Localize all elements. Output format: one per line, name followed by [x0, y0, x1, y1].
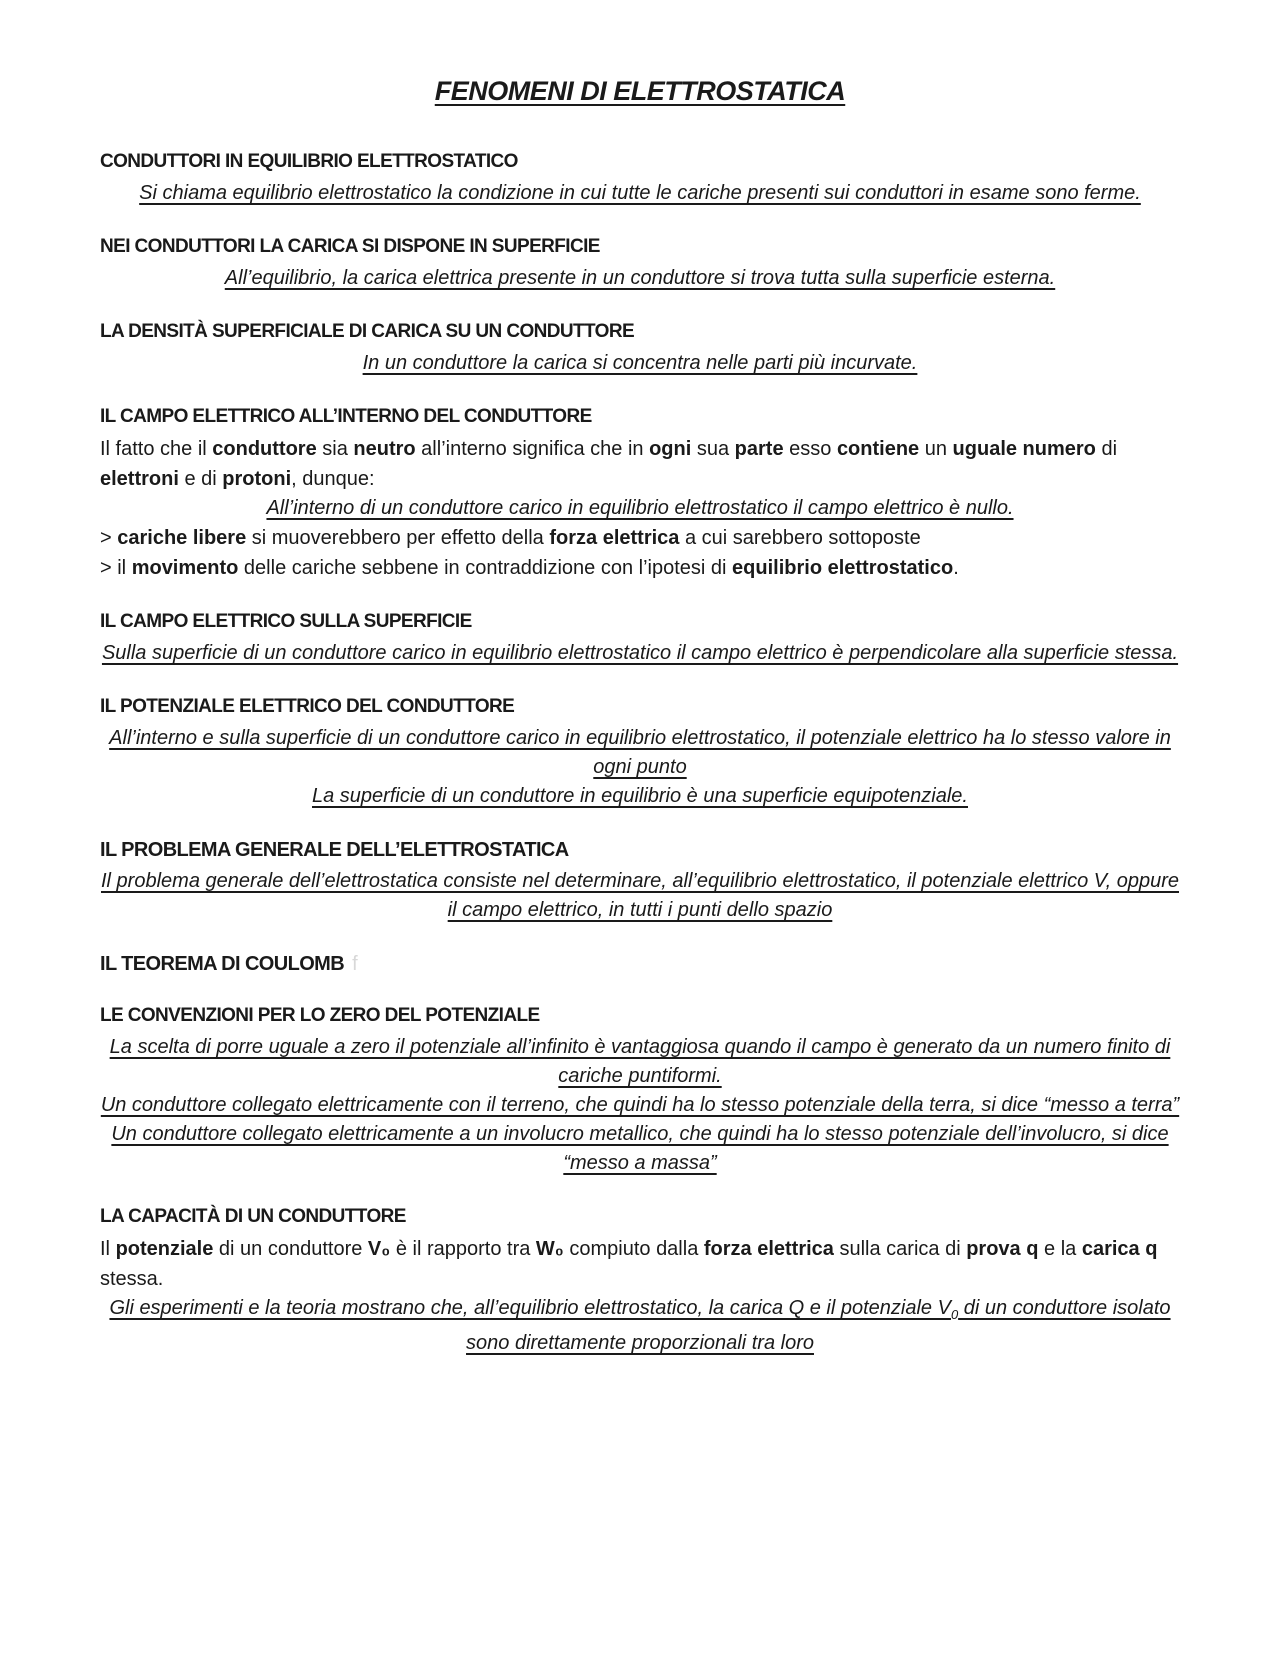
section-heading: IL POTENZIALE ELETTRICO DEL CONDUTTORE — [100, 696, 515, 717]
text: Gli esperimenti e la teoria mostrano che, all’equilibrio elettrostatico, la carica Q e il potenziale V — [109, 1297, 951, 1319]
definition: All’interno di un conduttore carico in equilibrio elettrostatico il campo elettrico è nullo. — [266, 497, 1014, 519]
text: > — [100, 527, 118, 549]
text: di un conduttore isolato sono direttamente proporzionali tra loro — [466, 1297, 1171, 1354]
section-heading: NEI CONDUTTORI LA CARICA SI DISPONE IN SUPERFICIE — [100, 236, 600, 257]
section-heading: IL CAMPO ELETTRICO ALL’INTERNO DEL CONDUTTORE — [100, 406, 592, 427]
definition: All’interno e sulla superficie di un conduttore carico in equilibrio elettrostatico, il potenziale elettrico ha lo stesso valore in ogni punto — [109, 727, 1171, 778]
text: Il — [100, 1238, 116, 1260]
keyword: elettroni — [100, 468, 179, 490]
section-capacita — [100, 1204, 1180, 1358]
keyword: carica q — [1081, 1238, 1158, 1260]
text: sua — [691, 438, 735, 460]
section-heading: IL CAMPO ELETTRICO SULLA SUPERFICIE — [100, 611, 472, 632]
section-heading: IL PROBLEMA GENERALE DELL’ELETTROSTATICA — [100, 839, 569, 861]
page-title: FENOMENI DI ELETTROSTATICA — [434, 76, 846, 106]
definition: La superficie di un conduttore in equilibrio è una superficie equipotenziale. — [312, 785, 968, 807]
definition: Sulla superficie di un conduttore carico in equilibrio elettrostatico il campo elettrico è perpendicolare alla superficie stessa. — [101, 642, 1179, 664]
text: , dunque: — [291, 468, 375, 490]
keyword: forza elettrica — [703, 1238, 834, 1260]
keyword: protoni — [222, 468, 292, 490]
text: compiuto dalla — [563, 1238, 704, 1260]
paragraph — [100, 434, 1180, 494]
section-carica-superficie — [100, 234, 1180, 293]
section-densita — [100, 319, 1180, 378]
definition: Un conduttore collegato elettricamente con il terreno, che quindi ha lo stesso potenziale della terra, si dice “messo a terra” — [100, 1094, 1180, 1116]
definition: Il problema generale dell’elettrostatica consiste nel determinare, all’equilibrio elettrostatico, il potenziale elettrico V, oppure il campo elettrico, in tutti i punti dello spazio — [101, 870, 1179, 921]
section-equilibrio — [100, 149, 1180, 208]
text: sia — [316, 438, 354, 460]
definition: In un conduttore la carica si concentra nelle parti più incurvate. — [362, 352, 918, 374]
text: di — [1095, 438, 1118, 460]
section-coulomb — [100, 951, 1180, 977]
text: all’interno significa che in — [415, 438, 650, 460]
text: stessa. — [100, 1268, 164, 1290]
text: Il fatto che il — [100, 438, 213, 460]
keyword: prova q — [966, 1238, 1039, 1260]
definition: Si chiama equilibrio elettrostatico la condizione in cui tutte le cariche presenti sui conduttori in esame sono ferme. — [139, 182, 1141, 204]
bullet-line — [100, 523, 1180, 553]
keyword: uguale numero — [952, 438, 1096, 460]
text: a cui sarebbero sottoposte — [679, 527, 921, 549]
keyword: forza elettrica — [549, 527, 680, 549]
text: si muoverebbero per effetto della — [246, 527, 550, 549]
faded-mark: f — [352, 953, 358, 975]
bullet-line — [100, 553, 1180, 583]
keyword: equilibrio elettrostatico — [732, 557, 954, 579]
text: > il — [100, 557, 132, 579]
section-heading: LA DENSITÀ SUPERFICIALE DI CARICA SU UN CONDUTTORE — [100, 321, 635, 342]
definition: Un conduttore collegato elettricamente a un involucro metallico, che quindi ha lo stesso potenziale dell’involucro, si dice “messo a massa” — [111, 1123, 1169, 1174]
text: sulla carica di — [833, 1238, 967, 1260]
document-page — [100, 76, 1180, 1384]
keyword: neutro — [353, 438, 416, 460]
keyword: movimento — [131, 557, 239, 579]
section-campo-interno — [100, 404, 1180, 583]
section-potenziale — [100, 694, 1180, 811]
keyword: W₀ — [535, 1238, 564, 1260]
keyword: ogni — [649, 438, 692, 460]
section-heading: LA CAPACITÀ DI UN CONDUTTORE — [100, 1206, 406, 1227]
keyword: conduttore — [212, 438, 317, 460]
paragraph — [100, 1234, 1180, 1294]
section-problema-generale — [100, 837, 1180, 925]
definition: La scelta di porre uguale a zero il potenziale all’infinito è vantaggiosa quando il campo è generato da un numero finito di cariche puntiformi. — [109, 1036, 1171, 1087]
keyword: potenziale — [115, 1238, 214, 1260]
definition: All’equilibrio, la carica elettrica presente in un conduttore si trova tutta sulla superficie esterna. — [224, 267, 1056, 289]
subscript: 0 — [950, 1307, 959, 1322]
section-campo-superficie — [100, 609, 1180, 668]
section-heading: LE CONVENZIONI PER LO ZERO DEL POTENZIALE — [100, 1005, 540, 1026]
text: esso — [783, 438, 837, 460]
text: . — [953, 557, 959, 579]
text: e la — [1038, 1238, 1082, 1260]
definition — [100, 1294, 1180, 1358]
section-heading: CONDUTTORI IN EQUILIBRIO ELETTROSTATICO — [100, 151, 518, 172]
text: delle cariche sebbene in contraddizione con l’ipotesi di — [238, 557, 733, 579]
keyword: V₀ — [367, 1238, 391, 1260]
text: e di — [178, 468, 223, 490]
keyword: cariche libere — [117, 527, 247, 549]
section-heading — [100, 951, 1180, 977]
text: di un conduttore — [213, 1238, 368, 1260]
text: è il rapporto tra — [390, 1238, 536, 1260]
text: un — [919, 438, 953, 460]
keyword: contiene — [836, 438, 920, 460]
keyword: parte — [734, 438, 784, 460]
section-convenzioni — [100, 1003, 1180, 1178]
heading-text: IL TEOREMA DI COULOMB — [100, 953, 345, 975]
